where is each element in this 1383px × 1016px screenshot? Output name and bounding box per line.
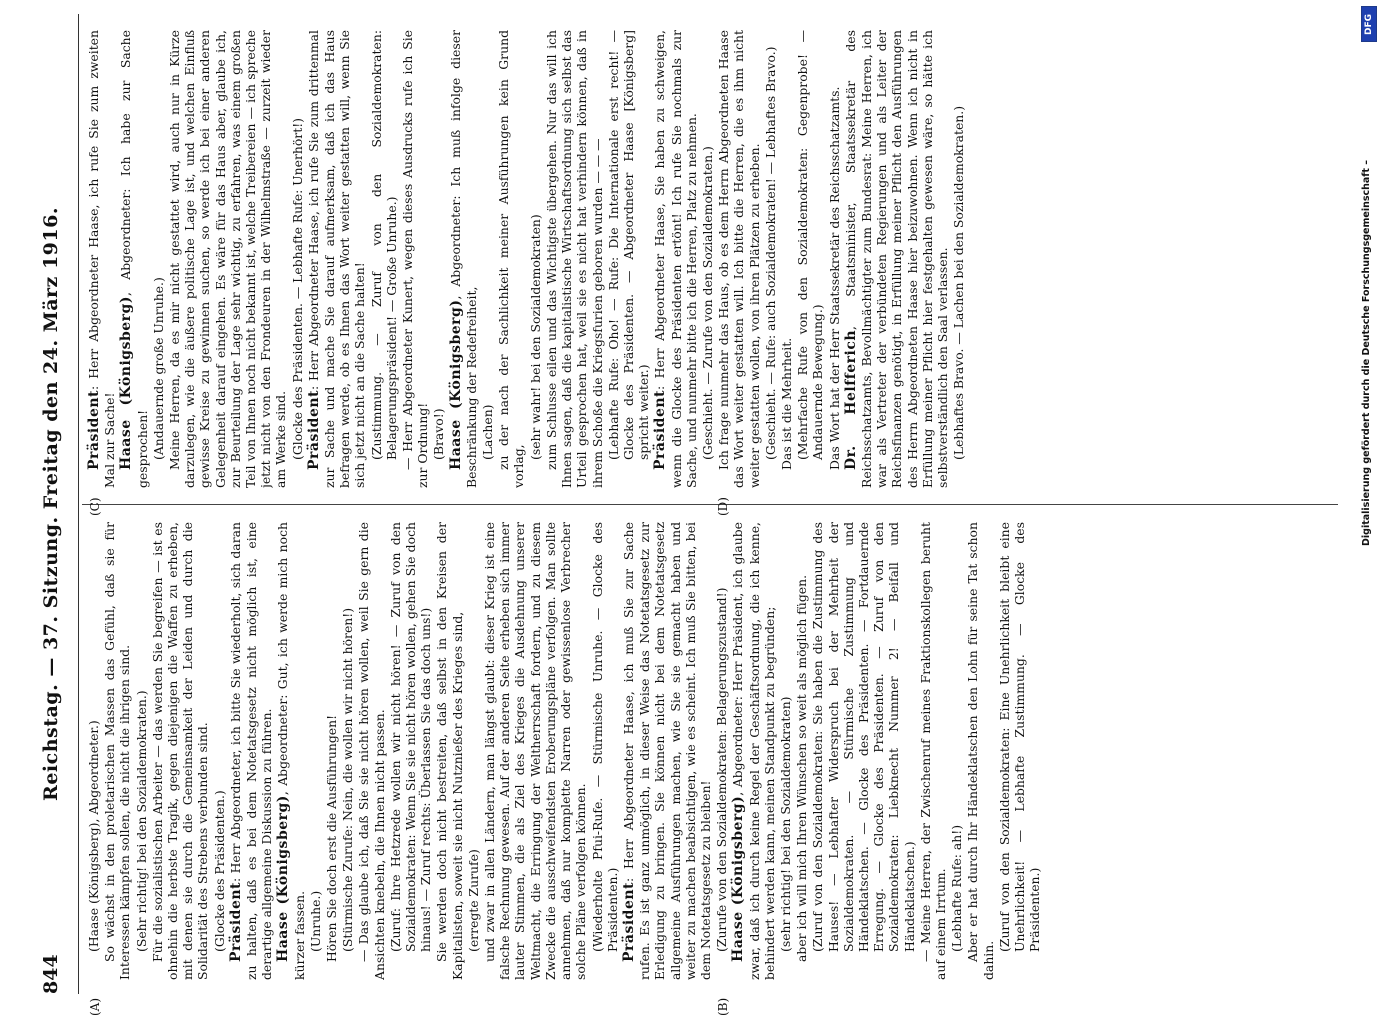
paragraph: (Zuruf von den Sozialdemokraten: Sie haben die Zustimmung des Hauses! — Lebhafter Widerspruch bei der Mehrheit der Sozialdemokraten. — Stürmische Zustimmung und Händeklatschen. — Glocke des Präsidenten. — Fortdauernde Erregung. — Glocke des Präsidenten. — Zuruf von den Sozialdemokraten: Liebknecht Nummer 2! — Beifall und Händeklatschen.) <box>810 522 917 952</box>
header-rule <box>78 14 79 994</box>
paragraph: (Glocke des Präsidenten.) <box>211 790 227 952</box>
page-title: Reichstag. — 37. Sitzung. Freitag den 24. März 1916. <box>40 207 62 801</box>
speaker-name: Präsident <box>227 881 244 962</box>
paragraph: (Mehrfache Rufe von den Sozialdemokraten: Gegenprobe! — Andauernde Bewegung.) <box>795 30 826 460</box>
paragraph: (Stürmische Zurufe: Nein, die wollen wir nicht hören!) <box>340 607 356 952</box>
paragraph: — Meine Herren, der Zwischenruf meines Fraktionskollegen beruht auf einem Irrtum. <box>917 522 948 980</box>
speaker-name: Haase (Königsberg) <box>447 299 464 470</box>
left-column <box>86 522 1338 980</box>
margin-mark-a: (A) <box>88 997 102 1016</box>
margin-mark-b: (B) <box>716 997 730 1016</box>
right-column <box>86 30 1338 488</box>
dfg-credit-text: Digitalisierung gefördert durch die Deutsche Forschungsgemeinschaft – <box>1361 159 1372 546</box>
paragraph: (sehr wahr! bei den Sozialdemokraten) <box>527 214 543 460</box>
paragraph: Sie werden doch nicht bestreiten, daß selbst in den Kreisen der Kapitalisten, soweit sie nicht Nutznießer des Krieges sind, <box>434 522 465 980</box>
paragraph: Präsident: Herr Abgeordneter Haase, ich muß Sie zur Sache rufen. Es ist ganz unmöglich, in dieser Weise das Notetatsgesetz zur Erledigung zu bringen. Sie können nicht bei dem Notetatsgesetz allgemeine Ausführungen machen, wie Sie sie gemacht haben und weiter zu machen beabsichtigen, wie es scheint. Ich muß Sie bitten, bei dem Notetatsgesetz zu bleiben! <box>620 522 713 980</box>
margin-mark-d: (D) <box>716 497 730 516</box>
paragraph: (Andauernde große Unruhe.) <box>150 277 166 460</box>
column-divider <box>82 504 1338 505</box>
paragraph: (Lachen) <box>480 404 496 460</box>
paragraph: — Das glaube ich, daß Sie sie nicht hören wollen, weil Sie gern die Ansichten knebeln, die Ihnen nicht passen. <box>356 522 387 980</box>
paragraph: Meine Herren, da es mir nicht gestattet wird, auch nur in Kürze darzulegen, wie die äußere politische Lage ist, und welchen Einfluß gewisse Kreise zu gewinnen suchen, so werde ich bei einer anderen Gelegenheit darauf eingehen. Es wäre für das Haus aber, glaube ich, zur Beurteilung der Lage sehr wichtig, zu erfahren, was einem großen Teil von Ihnen noch nicht bekannt ist, welche Treibereien — ich spreche jetzt nicht von den Frondeuren in der Wilhelmstraße — zurzeit wieder am Werke sind. <box>167 30 289 488</box>
paragraph: So wächst in den proletarischen Massen das Gefühl, daß sie für Interessen kämpfen sollen, die nicht die ihrigen sind. <box>102 522 133 980</box>
paragraph: Hören Sie doch erst die Ausführungen! <box>324 714 340 962</box>
running-head <box>26 14 76 994</box>
paragraph: (Lebhafte Rufe: ah!) <box>949 824 965 952</box>
paragraph: Das ist die Mehrheit. <box>778 337 794 470</box>
paragraph: Präsident: Herr Abgeordneter Haase, ich rufe Sie zum drittenmal zur Sache und mache Sie darauf aufmerksam, daß ich das Haus befragen werde, ob es Ihnen das Wort weiter gestatten will, wenn Sie sich jetzt nicht an die Sache halten! <box>305 30 368 488</box>
speaker-name: Präsident <box>86 389 102 470</box>
paragraph: Ich frage nunmehr das Haus, ob es dem Herrn Abgeordneten Haase das Wort weiter gestatten will. Ich bitte die Herren, die es ihm nicht weiter gestatten wollen, von ihren Plätzen zu erheben. <box>716 30 762 488</box>
paragraph: (Bravo!) <box>431 408 447 460</box>
speaker-name: Dr. Helfferich <box>842 329 859 470</box>
paragraph: Präsident: Herr Abgeordneter Haase, Sie haben zu schweigen, wenn die Glocke des Präsidenten ertönt! Ich rufe Sie nochmals zur Sache, und nunmehr bitte ich die Herren, Platz zu nehmen. <box>652 30 699 488</box>
dfg-logo: DFG <box>1361 6 1377 42</box>
speaker-name: Haase (Königsberg) <box>275 795 292 962</box>
paragraph: (Zustimmung. — Zuruf von den Sozialdemokraten: Belagerungspräsident! — Große Unruhe.) <box>368 30 399 460</box>
margin-mark-c: (C) <box>88 497 102 516</box>
paragraph: Das Wort hat der Herr Staatssekretär des Reichsschatzamts. <box>826 86 842 470</box>
speaker-name: Präsident <box>652 389 669 470</box>
paragraph: (Unruhe.) <box>307 890 323 952</box>
paragraph: (Glocke des Präsidenten. — Lebhafte Rufe: Unerhört!) <box>289 117 305 460</box>
speaker-name: Präsident <box>620 881 637 962</box>
paragraph: Haase (Königsberg), Abgeordneter: Ich muß infolge dieser Beschränkung der Redefreiheit, <box>447 30 479 488</box>
paragraph: Präsident: Herr Abgeordneter, ich bitte Sie wiederholt, sich daran zu halten, daß es bei dem Notetatsgesetz nicht möglich ist, eine derartige allgemeine Diskussion zu führen. <box>227 522 275 980</box>
paragraph: Haase (Königsberg), Abgeordneter: Ich habe zur Sache gesprochen! <box>118 30 150 488</box>
paragraph: Präsident: Herr Abgeordneter Haase, ich rufe Sie zum zweiten Mal zur Sache! <box>86 30 118 488</box>
paragraph: (Geschieht. — Zurufe von den Sozialdemokraten.) <box>699 146 715 460</box>
digitization-credit <box>1361 6 1377 998</box>
paragraph: (Geschieht. — Rufe: auch Sozialdemokraten! — Lebhaftes Bravo.) <box>762 46 778 460</box>
paragraph: (erregte Zurufe) <box>465 849 481 952</box>
paragraph: (Zuruf: Ihre Hetzrede wollen wir nicht hören! — Zuruf von den Sozialdemokraten: Wenn Sie sie nicht hören wollen, gehen Sie doch hinaus! — Zuruf rechts: Überlassen Sie das doch uns!) <box>387 522 434 952</box>
paragraph: — Herr Abgeordneter Kunert, wegen dieses Ausdrucks rufe ich Sie zur Ordnung! <box>400 30 431 488</box>
paragraph: (sehr richtig! bei den Sozialdemokraten) <box>777 696 793 952</box>
paragraph: (Sehr richtig! bei den Sozialdemokraten.) <box>133 690 149 952</box>
paragraph: aber ich will mich Ihren Wünschen so weit als möglich fügen. <box>794 574 810 962</box>
paragraph: (Zurufe von den Sozialdemokraten: Belagerungszustand!) <box>714 587 730 952</box>
scanned-page <box>26 14 1346 1016</box>
paragraph: und zwar in allen Ländern, man längst glaubt: dieser Krieg ist eine falsche Rechnung gewesen. Auf der anderen Seite erheben sich immer lauter Stimmen, die als Ziel des Krieges die Ausdehnung unserer Weltmacht, die Erringung der Weltherrschaft fordern, und zu diesem Zwecke die ausschweifendsten Eroberungspläne verfolgen. Man sollte annehmen, daß nur komplette Narren oder gewissenlose Verbrecher solche Pläne verfolgen können. <box>482 522 589 980</box>
paragraph: Für die sozialistischen Arbeiter — das werden Sie begreifen — ist es ohnehin die herbste Tragik, gegen diejenigen die Waffen zu erheben, mit denen sie durch die Gemeinsamkeit der Leiden und durch die Solidarität des Strebens verbunden sind. <box>149 522 211 980</box>
speaker-name: Präsident <box>305 389 322 470</box>
paragraph: (Lebhafte Rufe: Oho! — Rufe: Die Internationale erst recht! — Glocke des Präsidenten. — Abgeordneter Haase [Königsberg] spricht weiter.) <box>605 30 652 460</box>
paragraph: (Zuruf von den Sozialdemokraten: Eine Unehrlichkeit bleibt eine Unehrlichkeit! — Lebhafte Zustimmung. — Glocke des Präsidenten.) <box>996 522 1043 952</box>
paragraph: Haase (Königsberg), Abgeordneter: Gut, ich werde mich noch kürzer fassen. <box>275 522 307 980</box>
paragraph: zum Schlusse eilen und das Wichtigste übergehen. Nur das will ich Ihnen sagen, daß die kapitalistische Wirtschaftsordnung sich selbst das Urteil gesprochen hat, weil sie es nicht hat verhindern können, daß in ihrem Schoße die Kriegsfurien geboren wurden — — — <box>543 30 605 488</box>
paragraph: Aber er hat durch Ihr Händeklatschen den Lohn für seine Tat schon dahin. <box>965 522 996 980</box>
speaker-name: Haase (Königsberg) <box>118 296 135 470</box>
paragraph: (Wiederholte Pfui-Rufe. — Stürmische Unruhe. — Glocke des Präsidenten.) <box>589 522 620 952</box>
paragraph: zu der nach der Sachlichkeit meiner Ausführungen kein Grund vorlag, <box>496 30 527 488</box>
paragraph: (Lebhaftes Bravo. — Lachen bei den Sozialdemokraten.) <box>951 105 967 460</box>
page-number: 844 <box>40 954 62 994</box>
paragraph: Haase (Königsberg), Abgeordneter: Herr Präsident, ich glaube zwar, daß ich durch keine Regel der Geschäftsordnung, die ich kenne, behindert werden kann, meinen Standpunkt zu begründen; <box>730 522 777 980</box>
paragraph: (Haase (Königsberg), Abgeordneter.) <box>86 720 101 952</box>
paragraph: Dr. Helfferich, Staatsminister, Staatssekretär des Reichsschatzamts, Bevollmächtigter zum Bundesrat: Meine Herren, ich war als Vertreter der verbündeten Regierungen und als Leiter der Reichsfinanzen genötigt, in Erfüllung meiner Pflicht den Ausführungen des Herrn Abgeordneten Haase hier beizuwohnen. Wenn ich nicht in Erfüllung meiner Pflicht hier festgehalten gewesen wäre, so hätte ich selbstverständlich den Saal verlassen. <box>842 30 950 488</box>
speaker-name: Haase (Königsberg) <box>730 795 747 962</box>
